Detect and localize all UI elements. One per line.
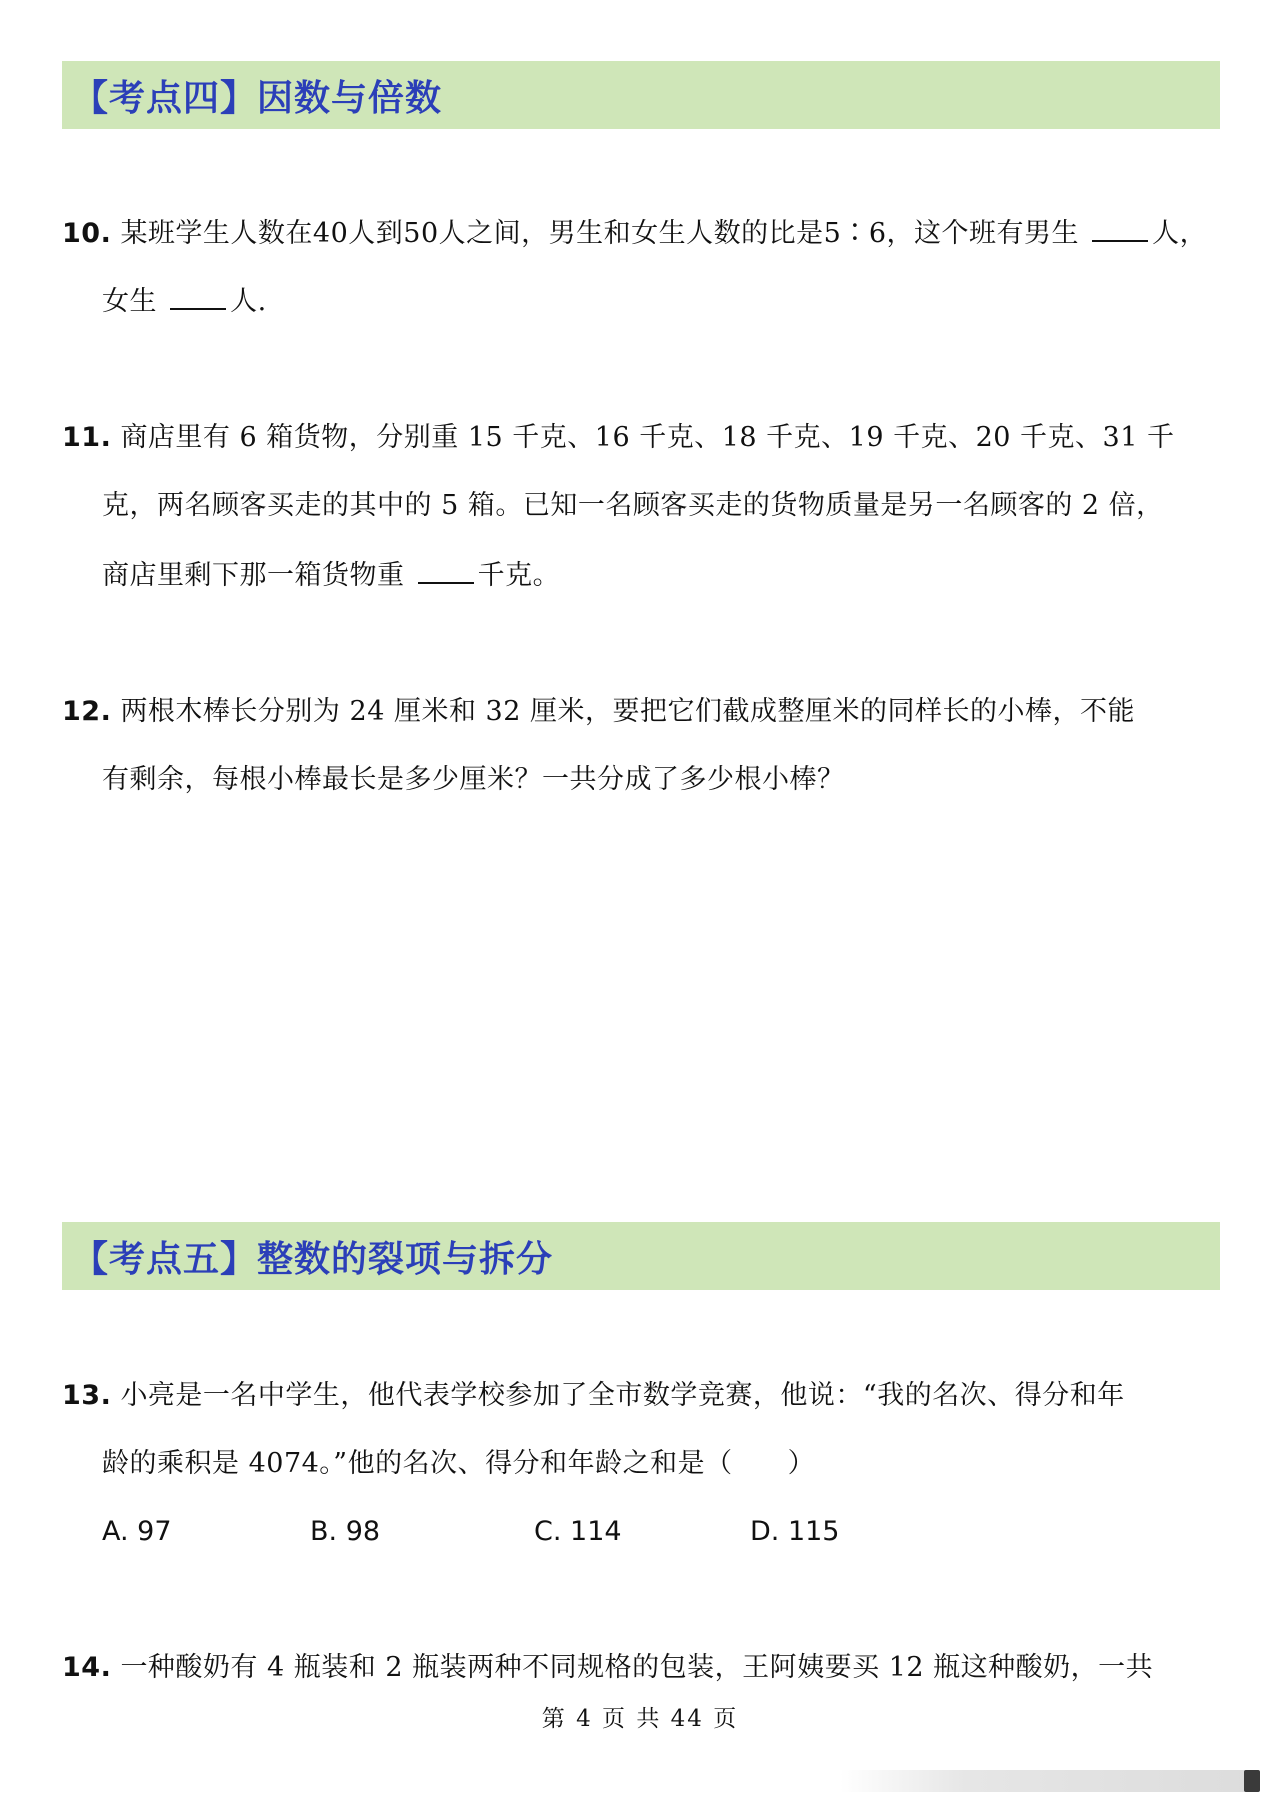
section-banner-5 <box>62 1222 1220 1290</box>
page-footer: 第 4 页 共 44 页 <box>541 1706 739 1732</box>
section-title: 【考点四】因数与倍数 <box>72 77 443 119</box>
question-12-line-2: 有剩余，每根小棒最长是多少厘米？一共分成了多少根小棒？ <box>102 764 845 795</box>
question-12-line-1: 12. 两根木棒长分别为 24 厘米和 32 厘米，要把它们截成整厘米的同样长的小棒，不能 <box>62 696 1135 727</box>
question-10-line-2: 女生 人. <box>102 282 267 320</box>
question-13-line-2: 龄的乘积是 4074。”他的名次、得分和年龄之和是（ ） <box>102 1448 816 1479</box>
question-11-line-3: 商店里剩下那一箱货物重 千克。 <box>102 556 560 594</box>
question-14-line-1: 14. 一种酸奶有 4 瓶装和 2 瓶装两种不同规格的包装，王阿姨要买 12 瓶这种酸奶，一共 <box>62 1652 1154 1683</box>
question-number: 12. <box>62 696 112 727</box>
option-b[interactable]: B. 98 <box>310 1516 381 1547</box>
question-number: 13. <box>62 1380 112 1411</box>
question-number: 14. <box>62 1652 112 1683</box>
question-13-line-1: 13. 小亮是一名中学生，他代表学校参加了全市数学竞赛，他说：“我的名次、得分和年 <box>62 1380 1125 1411</box>
answer-blank[interactable] <box>170 282 226 310</box>
question-number: 10. <box>62 218 112 249</box>
answer-blank[interactable] <box>418 556 474 584</box>
question-number: 11. <box>62 422 112 453</box>
option-d[interactable]: D. 115 <box>750 1516 840 1547</box>
question-11-line-2: 克，两名顾客买走的其中的 5 箱。已知一名顾客买走的货物质量是另一名顾客的 2 倍， <box>102 490 1164 521</box>
option-a[interactable]: A. 97 <box>102 1516 172 1547</box>
answer-blank[interactable] <box>1092 214 1148 242</box>
section-title: 【考点五】整数的裂项与拆分 <box>72 1238 554 1280</box>
horizontal-scrollbar[interactable] <box>840 1770 1260 1792</box>
option-c[interactable]: C. 114 <box>534 1516 622 1547</box>
question-11-line-1: 11. 商店里有 6 箱货物，分别重 15 千克、16 千克、18 千克、19 千克、20 千克、31 千 <box>62 422 1175 453</box>
scrollbar-thumb[interactable] <box>1244 1770 1260 1792</box>
question-10-line-1: 10. 某班学生人数在40人到50人之间，男生和女生人数的比是5∶6，这个班有男生 人， <box>62 214 1207 252</box>
section-banner-4 <box>62 61 1220 129</box>
